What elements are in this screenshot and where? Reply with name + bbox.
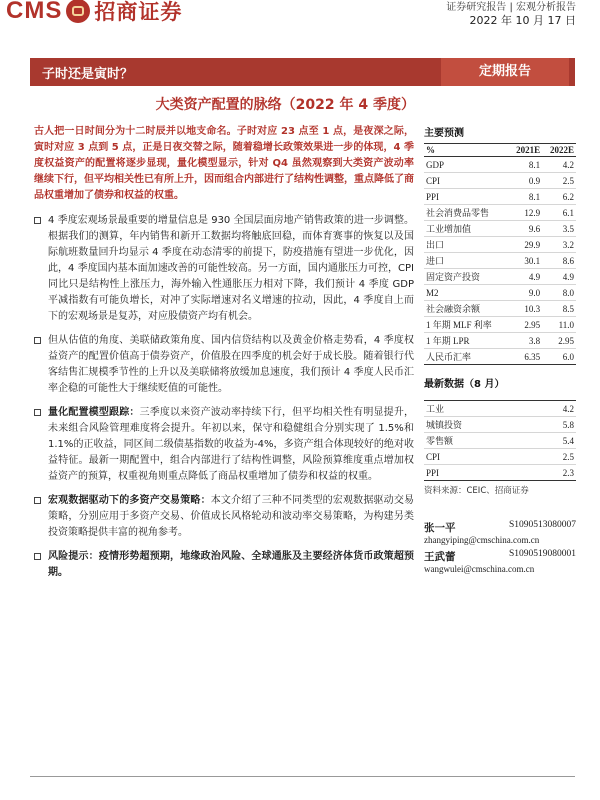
table-cell: 人民币汇率 xyxy=(424,349,508,365)
table-row xyxy=(424,317,576,333)
band-report-label: 定期报告 xyxy=(441,58,569,86)
page-header xyxy=(0,0,600,40)
bullet-text: 三季度以来资产波动率持续下行，但平均相关性有明显提升，未来组合风险管理难度将会提升。年初以来，保守和稳健组合分别实现了 1.5%和 1.1%的正收益，同区间二级债基指数的收益为-4%，多资产组合体现较好的绝对收益特征。最新一期配置中，组合内部进行了结构性调整，风险预算维度重点增加权益资产的预算，权重视角则重点降低了商品权重增加了债券和权益的权重。 xyxy=(48,407,415,482)
table-cell: 4.2 xyxy=(542,157,576,173)
latest-table xyxy=(424,400,576,481)
table-cell: 30.1 xyxy=(508,253,542,269)
table-cell: 8.1 xyxy=(508,189,542,205)
bullet-lead: 宏观数据驱动下的多资产交易策略： xyxy=(48,495,211,506)
table-row xyxy=(424,221,576,237)
table-cell: 8.1 xyxy=(508,157,542,173)
bullet-square-icon xyxy=(34,217,41,224)
logo-cn-text: 招商证券 xyxy=(94,0,183,24)
table-cell: PPI xyxy=(424,465,534,481)
bullet-item xyxy=(34,493,414,541)
table-cell: 6.35 xyxy=(508,349,542,365)
analyst-email[interactable]: zhangyiping@cmschina.com.cn xyxy=(424,535,540,545)
table-cell: 社会融资余额 xyxy=(424,301,508,317)
bullet-item xyxy=(34,405,414,485)
table-cell: 4.9 xyxy=(542,269,576,285)
table-header-cell: % xyxy=(424,144,508,157)
latest-body xyxy=(424,401,576,481)
table-cell: 8.5 xyxy=(542,301,576,317)
table-row xyxy=(424,449,576,465)
bullet-square-icon xyxy=(34,553,41,560)
data-source: 资料来源：CEIC、招商证券 xyxy=(424,486,529,496)
analyst-card xyxy=(424,549,576,574)
summary-paragraph: 古人把一日时间分为十二时辰并以地支命名。子时对应 23 点至 1 点，是夜深之际，寅时对应 3 点到 5 点，正是日夜交替之际，随着稳增长政策效果进一步的体现，4 季度权益资产的配置将逐步显现，量化模型显示，针对 Q4 虽然观察到大类资产波动率继续下行，但平均相关性已有所上升，因而组合内部进行了结构性调整，重点降低了商品权重增加了债券和权益的权重。 xyxy=(34,126,414,201)
table-cell: 9.6 xyxy=(508,221,542,237)
table-header-row xyxy=(424,144,576,157)
table-cell: 出口 xyxy=(424,237,508,253)
logo-cms-text: CMS xyxy=(6,0,63,24)
table-row xyxy=(424,433,576,449)
table-cell: 29.9 xyxy=(508,237,542,253)
table-cell: 6.1 xyxy=(542,205,576,221)
analyst-card xyxy=(424,520,576,545)
bullet-text: 4 季度宏观场景最重要的增量信息是 930 全国层面房地产销售政策的进一步调整。根据我们的测算，年内销售和新开工数据均将触底回稳，而体育赛事的恢复以及国际航班数量回升均显示 4 季度在动态清零的前提下，防疫措施有望进一步优化，因此，4 季度国内基本面加速改善的可能性较高。另一方面，国内通胀压力可控，CPI 同比只是结构性上涨压力，海外输入性通胀压力相对下降，我们预计 4 季度 GDP 平减指数有可能负增长，对冲了实际增速对名义增速的拉动，因此，4 季度自上而下的宏观场景是复苏，对应股债资产均有机会。 xyxy=(48,215,414,322)
table-row xyxy=(424,285,576,301)
table-cell: GDP xyxy=(424,157,508,173)
cms-logo xyxy=(6,0,182,26)
table-cell: 3.5 xyxy=(542,221,576,237)
table-row xyxy=(424,349,576,365)
analyst-email[interactable]: wangwulei@cmschina.com.cn xyxy=(424,564,535,574)
table-cell: 社会消费品零售 xyxy=(424,205,508,221)
table-header-cell: 2022E xyxy=(542,144,576,157)
table-header-cell: 2021E xyxy=(508,144,542,157)
bullet-item xyxy=(34,213,414,325)
analyst-name: 王武蕾 xyxy=(424,551,456,563)
table-row xyxy=(424,269,576,285)
table-cell: 5.4 xyxy=(534,433,576,449)
table-cell: 2.95 xyxy=(542,333,576,349)
bullet-square-icon xyxy=(34,497,41,504)
table-row xyxy=(424,205,576,221)
table-row xyxy=(424,465,576,481)
report-date: 2022 年 10 月 17 日 xyxy=(469,14,576,27)
analyst-id: S1090519080001 xyxy=(508,549,576,559)
table-cell: M2 xyxy=(424,285,508,301)
table-row xyxy=(424,301,576,317)
analyst-name: 张一平 xyxy=(424,522,456,534)
table-cell: 12.9 xyxy=(508,205,542,221)
table-row xyxy=(424,333,576,349)
table-cell: 9.0 xyxy=(508,285,542,301)
table-cell: 城镇投资 xyxy=(424,417,534,433)
bullet-square-icon xyxy=(34,409,41,416)
bullet-text: 疫情形势超预期，地缘政治风险、全球通胀及主要经济体货币政策超预期。 xyxy=(48,551,415,578)
table-row xyxy=(424,253,576,269)
analyst-list xyxy=(424,520,576,578)
logo-mark-icon xyxy=(66,0,90,23)
report-title: 大类资产配置的脉络（2022 年 4 季度） xyxy=(155,97,415,113)
table-cell: 2.5 xyxy=(542,173,576,189)
table-cell: 2.5 xyxy=(534,449,576,465)
table-row xyxy=(424,157,576,173)
latest-title: 最新数据（8 月） xyxy=(424,379,505,390)
table-row xyxy=(424,401,576,417)
table-cell: 4.2 xyxy=(534,401,576,417)
bullet-text: 本文介绍了三种不同类型的宏观数据驱动交易策略，分别应用于多资产交易、价值成长风格轮动和波动率交易策略，为构建另类投资策略提供丰富的视角参考。 xyxy=(48,495,415,538)
table-cell: 2.3 xyxy=(534,465,576,481)
table-cell: CPI xyxy=(424,173,508,189)
main-content xyxy=(34,213,414,589)
table-cell: 6.2 xyxy=(542,189,576,205)
table-cell: 2.95 xyxy=(508,317,542,333)
bullet-item xyxy=(34,333,414,397)
table-row xyxy=(424,189,576,205)
table-row xyxy=(424,173,576,189)
bullet-square-icon xyxy=(34,337,41,344)
table-cell: 1 年期 MLF 利率 xyxy=(424,317,508,333)
table-cell: 进口 xyxy=(424,253,508,269)
table-cell: 工业 xyxy=(424,401,534,417)
bullet-lead: 风险提示： xyxy=(48,551,99,562)
table-cell: 6.0 xyxy=(542,349,576,365)
forecast-body xyxy=(424,157,576,365)
table-row xyxy=(424,237,576,253)
table-cell: 工业增加值 xyxy=(424,221,508,237)
bullet-text: 但从估值的角度、美联储政策角度、国内信贷结构以及黄金价格走势看，4 季度权益资产的配置价值高于债券资产，价值股在四季度的机会好于成长股。随着银行代客结售汇规模季节性的上升以及美联储将放缓加息速度，我们预计 4 季度人民币汇率企稳的可能性大于继续贬值的可能性。 xyxy=(48,335,414,394)
report-type: 证券研究报告 | 宏观分析报告 xyxy=(446,2,576,13)
table-cell: 8.0 xyxy=(542,285,576,301)
table-cell: 零售额 xyxy=(424,433,534,449)
table-cell: 固定资产投资 xyxy=(424,269,508,285)
table-cell: 4.9 xyxy=(508,269,542,285)
analyst-id: S1090513080007 xyxy=(508,520,576,530)
bullet-lead: 量化配置模型跟踪： xyxy=(48,407,140,418)
table-cell: 8.6 xyxy=(542,253,576,269)
bullet-item xyxy=(34,549,414,581)
table-cell: PPI xyxy=(424,189,508,205)
sidebar xyxy=(424,124,576,496)
table-cell: 3.8 xyxy=(508,333,542,349)
table-row xyxy=(424,417,576,433)
forecast-title: 主要预测 xyxy=(424,128,464,139)
forecast-table xyxy=(424,143,576,365)
footer-divider xyxy=(30,776,575,777)
table-cell: 10.3 xyxy=(508,301,542,317)
table-cell: 1 年期 LPR xyxy=(424,333,508,349)
table-cell: 3.2 xyxy=(542,237,576,253)
table-cell: 5.8 xyxy=(534,417,576,433)
band-subtitle: 子时还是寅时？ xyxy=(42,67,134,82)
table-cell: 11.0 xyxy=(542,317,576,333)
table-cell: 0.9 xyxy=(508,173,542,189)
table-cell: CPI xyxy=(424,449,534,465)
title-band xyxy=(30,58,575,86)
